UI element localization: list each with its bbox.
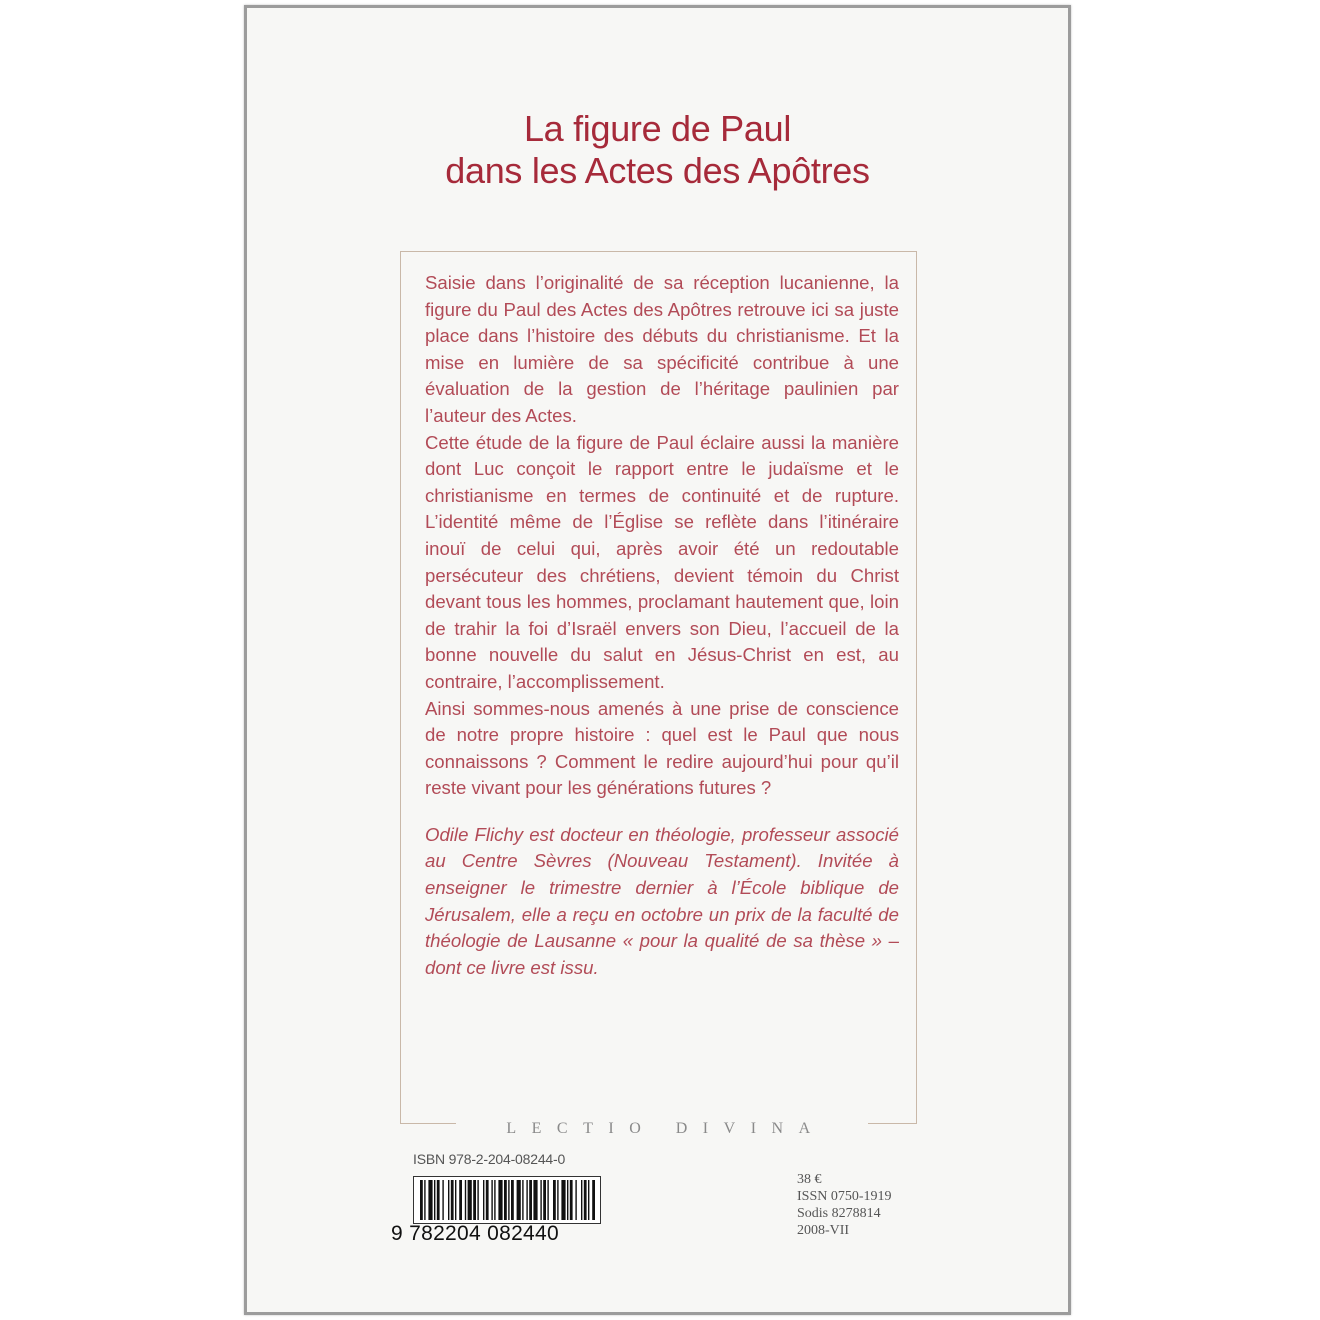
barcode-bar <box>526 1180 527 1220</box>
barcode-bar <box>428 1180 432 1220</box>
barcode-bar <box>522 1180 523 1220</box>
barcode-bar <box>533 1180 537 1220</box>
barcode-bar <box>540 1180 541 1220</box>
barcode-bar <box>442 1180 443 1220</box>
title-line-2: dans les Actes des Apôtres <box>445 150 870 191</box>
blurb-paragraph-3: Ainsi sommes-nous amenés à une prise de conscience de notre propre histoire : quel est le Paul que nous connaissons ? Comment le redire aujourd’hui pour qu’il reste vivant pour les générations futures ? <box>425 697 899 799</box>
barcode-digits: 9 782204 082440 <box>391 1222 559 1245</box>
barcode-bar <box>588 1180 589 1220</box>
barcode-bar <box>504 1180 507 1220</box>
barcode-bars <box>414 1177 600 1223</box>
barcode-bar <box>448 1180 449 1220</box>
edition-code: 2008-VII <box>797 1223 850 1238</box>
barcode-bar <box>477 1180 478 1220</box>
book-title <box>247 108 1068 192</box>
barcode-bar <box>451 1180 454 1220</box>
barcode-bar <box>465 1180 466 1220</box>
barcode-bar <box>483 1180 484 1220</box>
barcode-bar <box>508 1180 509 1220</box>
barcode-bar <box>581 1180 582 1220</box>
title-line-1: La figure de Paul <box>523 108 792 149</box>
barcode-bar <box>468 1180 472 1220</box>
barcode-bar <box>424 1180 425 1220</box>
barcode-bar <box>561 1180 565 1220</box>
sodis-code: Sodis 8278814 <box>797 1206 881 1221</box>
barcode-bar <box>437 1180 440 1220</box>
barcode-bar <box>517 1180 521 1220</box>
barcode-bar <box>494 1180 495 1220</box>
blurb <box>425 270 899 981</box>
barcode-bar <box>491 1180 492 1220</box>
barcode-bar <box>434 1180 435 1220</box>
barcode-bar <box>592 1180 595 1220</box>
issn: ISSN 0750-1919 <box>797 1189 892 1204</box>
barcode-bar <box>486 1180 489 1220</box>
barcode-bar <box>570 1180 573 1220</box>
price: 38 € <box>797 1172 822 1187</box>
barcode-bar <box>553 1180 556 1220</box>
barcode-bar <box>473 1180 476 1220</box>
pricing-block <box>797 1171 892 1239</box>
barcode-bar <box>575 1180 576 1220</box>
barcode-bar <box>498 1180 502 1220</box>
barcode-bar <box>584 1180 587 1220</box>
book-back-cover <box>244 5 1071 1315</box>
barcode <box>413 1176 601 1224</box>
blurb-paragraph-2: Cette étude de la figure de Paul éclaire aussi la manière dont Luc conçoit le rapport entre le judaïsme et le christianisme en termes de continuité et de rupture. L’identité même de l’Église se reflète dans l’itinéraire inouï de celui qui, après avoir été un redoutable persécuteur des chrétiens, devient témoin du Christ devant tous les hommes, proclamant hautement que, loin de trahir la foi d’Israël envers son Dieu, l’accueil de la bonne nouvelle du salut en Jésus-Christ en est, au contraire, l’accomplissement. <box>425 431 899 692</box>
isbn-label: ISBN 978-2-204-08244-0 <box>413 1151 566 1167</box>
barcode-bar <box>557 1180 558 1220</box>
barcode-bar <box>567 1180 568 1220</box>
author-bio: Odile Flichy est docteur en théologie, professeur associé au Centre Sèvres (Nouveau Testament). Invitée à enseigner le trimestre dernier à l’École biblique de Jérusalem, elle a reçu en octobre un prix de la faculté de théologie de Lausanne « pour la qualité de sa thèse » – dont ce livre est issu. <box>425 823 899 978</box>
barcode-bar <box>543 1180 546 1220</box>
barcode-bar <box>459 1180 462 1220</box>
barcode-bar <box>547 1180 548 1220</box>
barcode-bar <box>420 1180 423 1220</box>
barcode-bar <box>529 1180 532 1220</box>
barcode-bar <box>511 1180 514 1220</box>
blurb-paragraph-1: Saisie dans l’originalité de sa réception lucanienne, la figure du Paul des Actes des Apôtres retrouve ici sa juste place dans l’histoire des débuts du christianisme. Et la mise en lumière de sa spécificité contribue à une évaluation de la gestion de l’héritage paulinien par l’auteur des Actes. <box>425 272 899 426</box>
series-name: LECTIO DIVINA <box>456 1120 868 1138</box>
barcode-bar <box>455 1180 456 1220</box>
